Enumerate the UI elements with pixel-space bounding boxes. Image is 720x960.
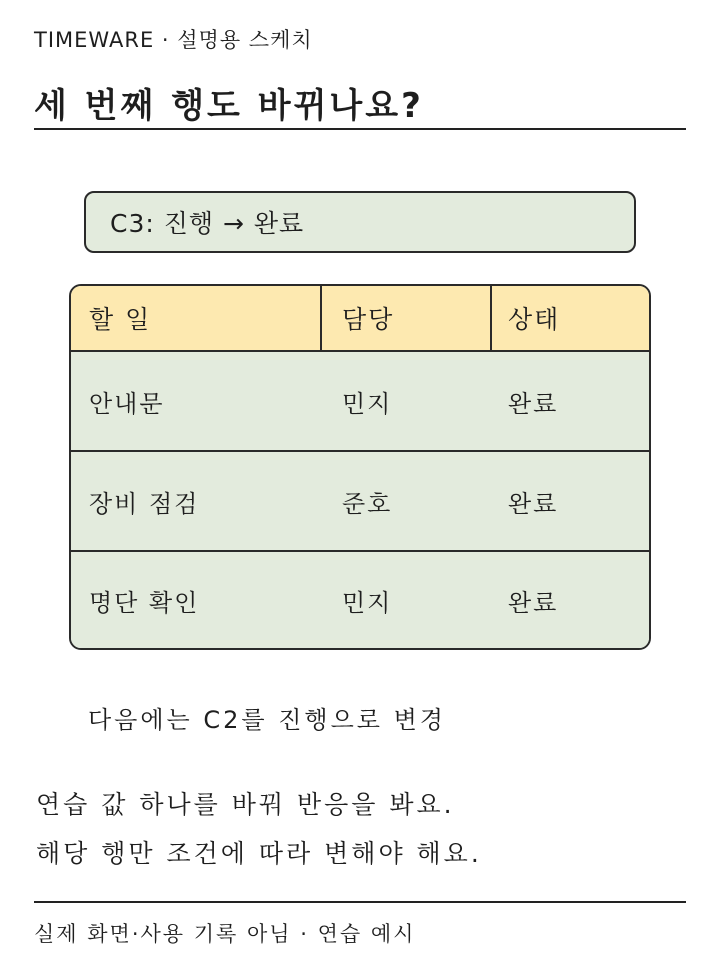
next-step-note: 다음에는 C2를 진행으로 변경 — [88, 706, 446, 734]
eyebrow-label: TIMEWARE · 설명용 스케치 — [34, 28, 313, 52]
page-title: 세 번째 행도 바뀌나요? — [34, 86, 424, 126]
status-cell: 완료 — [508, 489, 559, 518]
body-line-2: 해당 행만 조건에 따라 변해야 해요. — [36, 839, 482, 868]
body-line-1: 연습 값 하나를 바꿔 반응을 봐요. — [36, 790, 455, 819]
footer-disclaimer: 실제 화면·사용 기록 아님 · 연습 예시 — [34, 922, 416, 946]
top-divider — [34, 128, 686, 130]
status-cell: 완료 — [508, 588, 559, 617]
task-cell: 명단 확인 — [89, 588, 200, 617]
owner-cell: 민지 — [342, 588, 393, 617]
table-row — [71, 452, 649, 552]
column-header-task: 할 일 — [71, 286, 322, 350]
owner-cell: 민지 — [342, 389, 393, 418]
bottom-divider — [34, 901, 686, 903]
task-cell: 안내문 — [89, 389, 165, 418]
column-header-owner: 담당 — [322, 286, 492, 350]
table-header-row — [71, 286, 649, 352]
task-cell: 장비 점검 — [89, 489, 200, 518]
status-cell: 완료 — [508, 389, 559, 418]
formula-text: C3: 진행 → 완료 — [110, 209, 305, 238]
table-row — [71, 552, 649, 648]
task-table — [69, 284, 651, 650]
table-row — [71, 352, 649, 452]
owner-cell: 준호 — [342, 489, 393, 518]
formula-box — [84, 191, 636, 253]
column-header-status: 상태 — [508, 305, 561, 334]
